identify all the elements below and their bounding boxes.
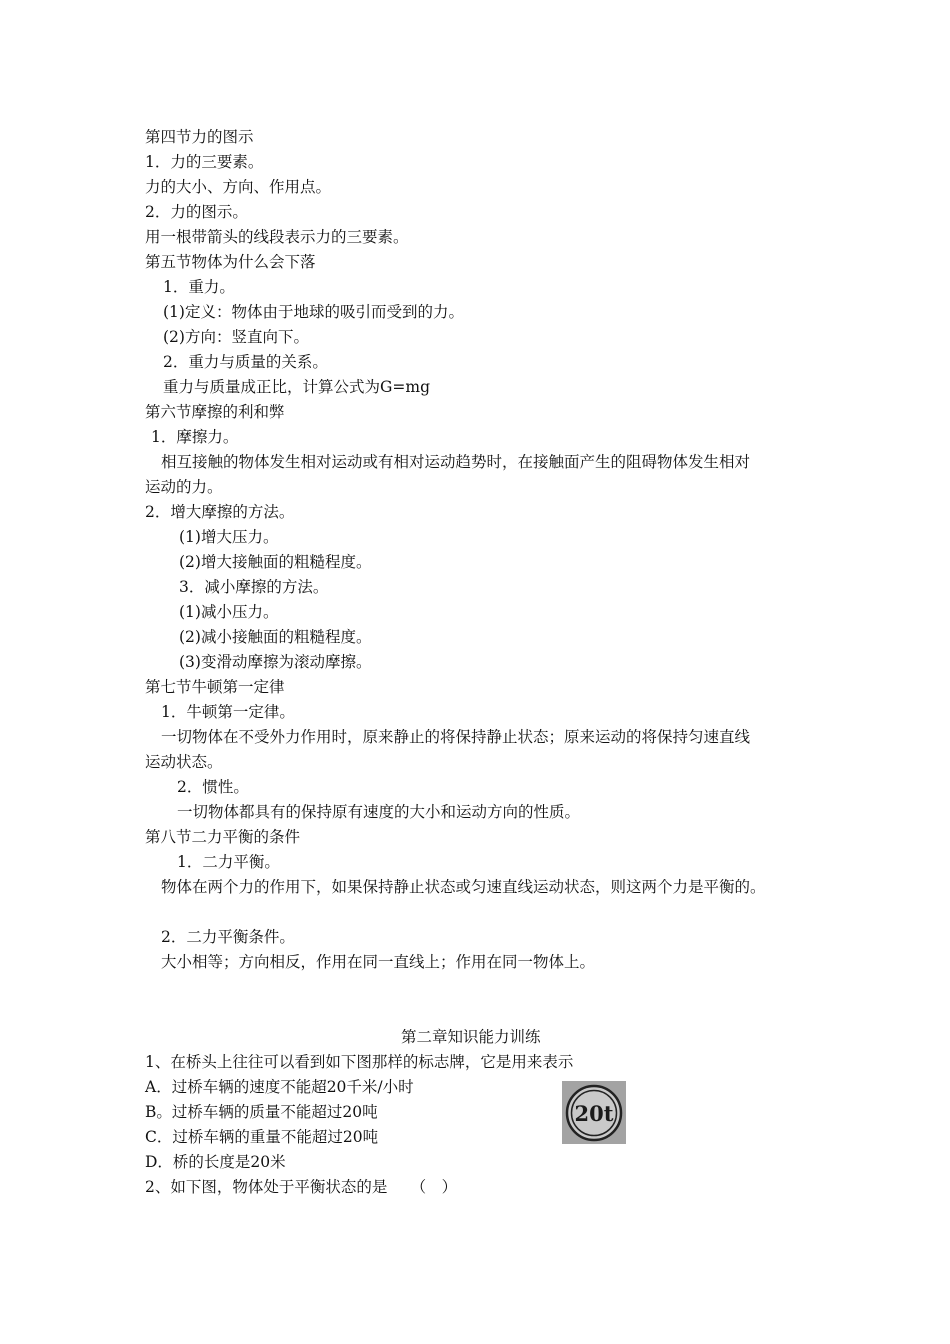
text-line: 一切物体在不受外力作用时，原来静止的将保持静止状态；原来运动的将保持匀速直线 bbox=[161, 728, 751, 746]
option-a: A．过桥车辆的速度不能超20千米/小时 bbox=[145, 1078, 414, 1096]
text-line: (1)定义：物体由于地球的吸引而受到的力。 bbox=[163, 303, 464, 321]
question-1: 1、在桥头上往往可以看到如下图那样的标志牌，它是用来表示 bbox=[145, 1053, 574, 1071]
text-line: 物体在两个力的作用下，如果保持静止状态或匀速直线运动状态，则这两个力是平衡的。 bbox=[161, 878, 766, 896]
text-line: 重力与质量成正比，计算公式为G=mg bbox=[163, 378, 430, 396]
option-b: B。过桥车辆的质量不能超过20吨 bbox=[145, 1103, 378, 1121]
text-line: 2．增大摩擦的方法。 bbox=[145, 503, 295, 521]
text-line: 2．二力平衡条件。 bbox=[161, 928, 295, 946]
chapter-title: 第二章知识能力训练 bbox=[401, 1028, 541, 1046]
text-line: 3．减小摩擦的方法。 bbox=[179, 578, 329, 596]
text-line: 运动的力。 bbox=[145, 478, 223, 496]
text-line: 相互接触的物体发生相对运动或有相对运动趋势时，在接触面产生的阻碍物体发生相对 bbox=[161, 453, 751, 471]
question-2: 2、如下图，物体处于平衡状态的是 （ ） bbox=[145, 1178, 458, 1196]
sign-text: 20t bbox=[574, 1101, 614, 1126]
section-7-title: 第七节牛顿第一定律 bbox=[145, 678, 285, 696]
text-line: 2．力的图示。 bbox=[145, 203, 248, 221]
text-line: 1．二力平衡。 bbox=[177, 853, 280, 871]
text-line: 1．力的三要素。 bbox=[145, 153, 264, 171]
section-4-title: 第四节力的图示 bbox=[145, 128, 254, 146]
text-line: (2)减小接触面的粗糙程度。 bbox=[179, 628, 372, 646]
text-line: 力的大小、方向、作用点。 bbox=[145, 178, 332, 196]
text-line: (3)变滑动摩擦为滚动摩擦。 bbox=[179, 653, 372, 671]
text-line: (1)增大压力。 bbox=[179, 528, 279, 546]
weight-limit-sign-image bbox=[562, 1081, 626, 1144]
text-line: (2)方向：竖直向下。 bbox=[163, 328, 309, 346]
text-line: (1)减小压力。 bbox=[179, 603, 279, 621]
section-8-title: 第八节二力平衡的条件 bbox=[145, 828, 301, 846]
text-line: 用一根带箭头的线段表示力的三要素。 bbox=[145, 228, 409, 246]
text-line: 1．重力。 bbox=[163, 278, 235, 296]
section-6-title: 第六节摩擦的利和弊 bbox=[145, 403, 285, 421]
text-line: (2)增大接触面的粗糙程度。 bbox=[179, 553, 372, 571]
text-line: 一切物体都具有的保持原有速度的大小和运动方向的性质。 bbox=[177, 803, 581, 821]
text-line: 2．惯性。 bbox=[177, 778, 249, 796]
text-line: 2．重力与质量的关系。 bbox=[163, 353, 328, 371]
option-d: D．桥的长度是20米 bbox=[145, 1153, 286, 1171]
option-c: C．过桥车辆的重量不能超过20吨 bbox=[145, 1128, 379, 1146]
section-5-title: 第五节物体为什么会下落 bbox=[145, 253, 316, 271]
text-line: 大小相等；方向相反，作用在同一直线上；作用在同一物体上。 bbox=[161, 953, 596, 971]
text-line: 1．摩擦力。 bbox=[151, 428, 239, 446]
text-line: 1．牛顿第一定律。 bbox=[161, 703, 295, 721]
text-line: 运动状态。 bbox=[145, 753, 223, 771]
